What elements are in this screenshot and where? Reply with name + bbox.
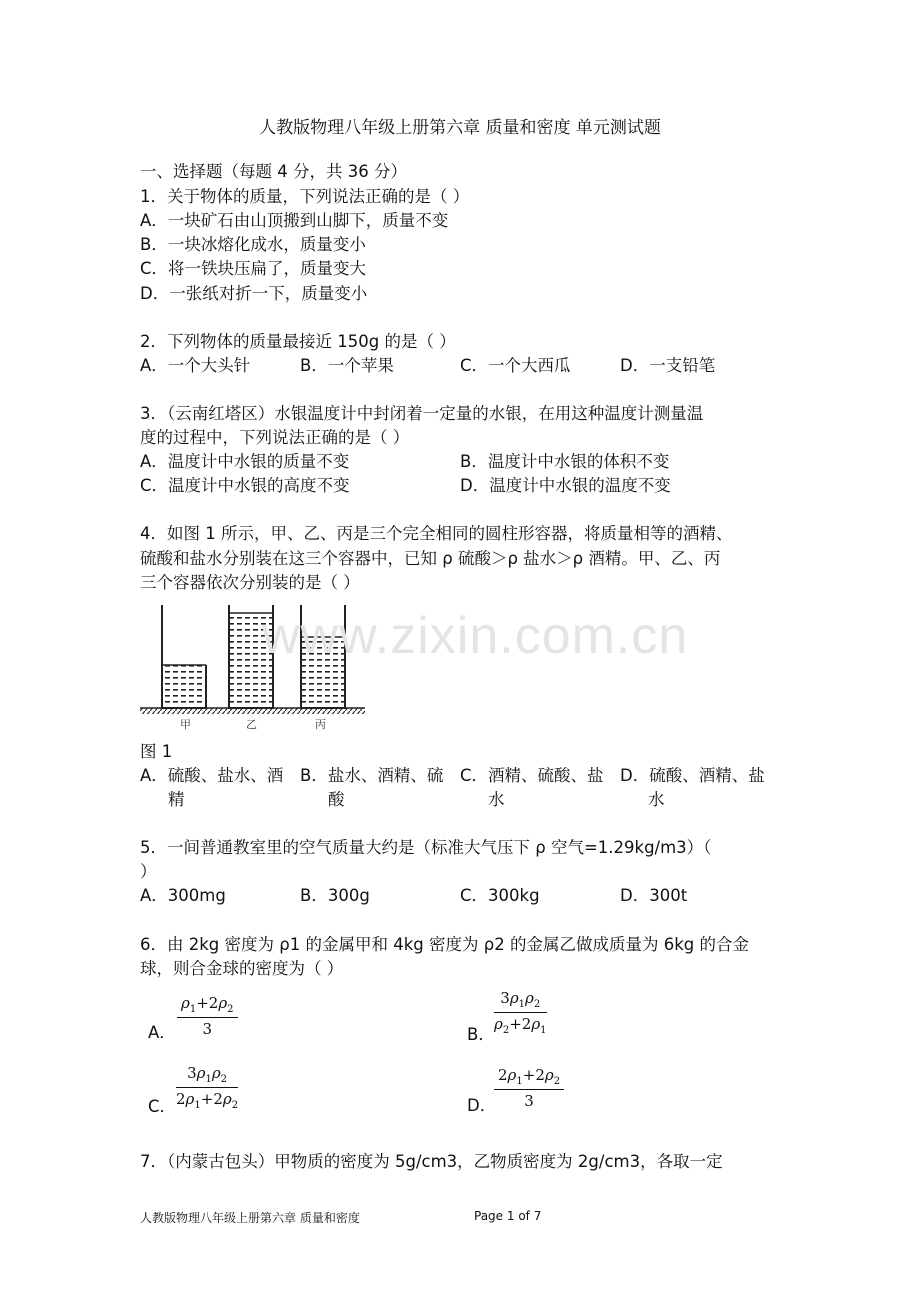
question-5-option-c: C．300kg [460, 886, 540, 905]
question-5-stem-line2: ） [140, 862, 157, 881]
container-jia [162, 605, 206, 708]
question-5-option-a: A．300mg [140, 886, 226, 905]
question-3-option-c: C．温度计中水银的高度不变 [140, 476, 350, 495]
question-5-stem-line1: 5．一间普通教室里的空气质量大约是（标准大气压下 ρ 空气=1.29kg/m3）（ [140, 838, 712, 857]
question-6-option-c-formula: $\frac{3\rho_1\rho_2}{2\rho_1+2\rho_2}$ [176, 1064, 239, 1111]
question-2-option-d: D．一支铅笔 [620, 356, 716, 375]
question-1-option-d: D．一张纸对折一下，质量变小 [140, 284, 368, 303]
question-3-stem-line2: 度的过程中，下列说法正确的是（ ） [140, 428, 410, 447]
label-yi: 乙 [246, 718, 257, 731]
footer-title: 人教版物理八年级上册第六章 质量和密度 [140, 1211, 360, 1225]
question-4-option-c-line2: 水 [488, 790, 505, 809]
footer-page-number: Page 1 of 7 [474, 1209, 542, 1223]
question-2-option-b: B．一个苹果 [300, 356, 394, 375]
question-7-stem-line1: 7．（内蒙古包头）甲物质的密度为 5g/cm3，乙物质密度为 2g/cm3，各取一定 [140, 1152, 723, 1171]
question-4-stem-line2: 硫酸和盐水分别装在这三个容器中，已知 ρ 硫酸＞ρ 盐水＞ρ 酒精。甲、乙、丙 [140, 549, 721, 568]
question-6-option-a-formula: $\frac{\rho_1+2\rho_2}{3}$ [177, 994, 238, 1038]
question-4-option-b-line1: B．盐水、酒精、硫 [300, 766, 444, 785]
question-6-stem-line1: 6．由 2kg 密度为 ρ1 的金属甲和 4kg 密度为 ρ2 的金属乙做成质量为 6kg 的合金 [140, 935, 749, 954]
question-2-option-c: C．一个大西瓜 [460, 356, 571, 375]
question-6-option-c-label: C． [148, 1097, 177, 1116]
question-6-option-d-formula: $\frac{2\rho_1+2\rho_2}{3}$ [494, 1066, 564, 1110]
ground-hatch [140, 708, 365, 714]
question-2-stem: 2．下列物体的质量最接近 150g 的是（ ） [140, 332, 456, 351]
figure-1-caption: 图 1 [140, 742, 173, 761]
question-6-option-b-formula: $\frac{3\rho_1\rho_2}{\rho_2+2\rho_1}$ [494, 989, 547, 1036]
question-3-option-a: A．温度计中水银的质量不变 [140, 452, 350, 471]
section-heading: 一、选择题（每题 4 分，共 36 分） [140, 162, 407, 181]
question-5-option-b: B．300g [300, 886, 370, 905]
question-1-option-a: A．一块矿石由山顶搬到山脚下，质量不变 [140, 211, 449, 230]
question-1-option-b: B．一块冰熔化成水，质量变小 [140, 235, 366, 254]
label-bing: 丙 [315, 718, 326, 731]
question-4-option-d-line1: D．硫酸、酒精、盐 [620, 766, 765, 785]
question-1-stem: 1．关于物体的质量，下列说法正确的是（ ） [140, 187, 470, 206]
question-4-option-a-line2: 精 [168, 790, 185, 809]
question-6-option-d-label: D． [467, 1096, 497, 1115]
question-4-option-b-line2: 酸 [328, 790, 345, 809]
question-4-option-d-line2: 水 [648, 790, 665, 809]
question-3-stem-line1: 3．（云南红塔区）水银温度计中封闭着一定量的水银，在用这种温度计测量温 [140, 404, 704, 423]
watermark: www.zixin.com.cn [262, 607, 689, 665]
question-1-option-c: C．将一铁块压扁了，质量变大 [140, 259, 367, 278]
page-title: 人教版物理八年级上册第六章 质量和密度 单元测试题 [259, 118, 661, 138]
question-4-option-a-line1: A．硫酸、盐水、酒 [140, 766, 284, 785]
question-2-option-a: A．一个大头针 [140, 356, 251, 375]
question-4-option-c-line1: C．酒精、硫酸、盐 [460, 766, 604, 785]
question-6-option-b-label: B． [467, 1025, 495, 1044]
question-5-option-d: D．300t [620, 886, 688, 905]
label-jia: 甲 [180, 718, 191, 731]
question-3-option-b: B．温度计中水银的体积不变 [460, 452, 670, 471]
question-6-option-a-label: A． [148, 1023, 176, 1042]
question-3-option-d: D．温度计中水银的温度不变 [460, 476, 671, 495]
question-6-stem-line2: 球，则合金球的密度为（ ） [140, 959, 344, 978]
question-4-stem-line3: 三个容器依次分别装的是（ ） [140, 573, 360, 592]
question-4-stem-line1: 4．如图 1 所示，甲、乙、丙是三个完全相同的圆柱形容器，将质量相等的酒精、 [140, 524, 733, 543]
